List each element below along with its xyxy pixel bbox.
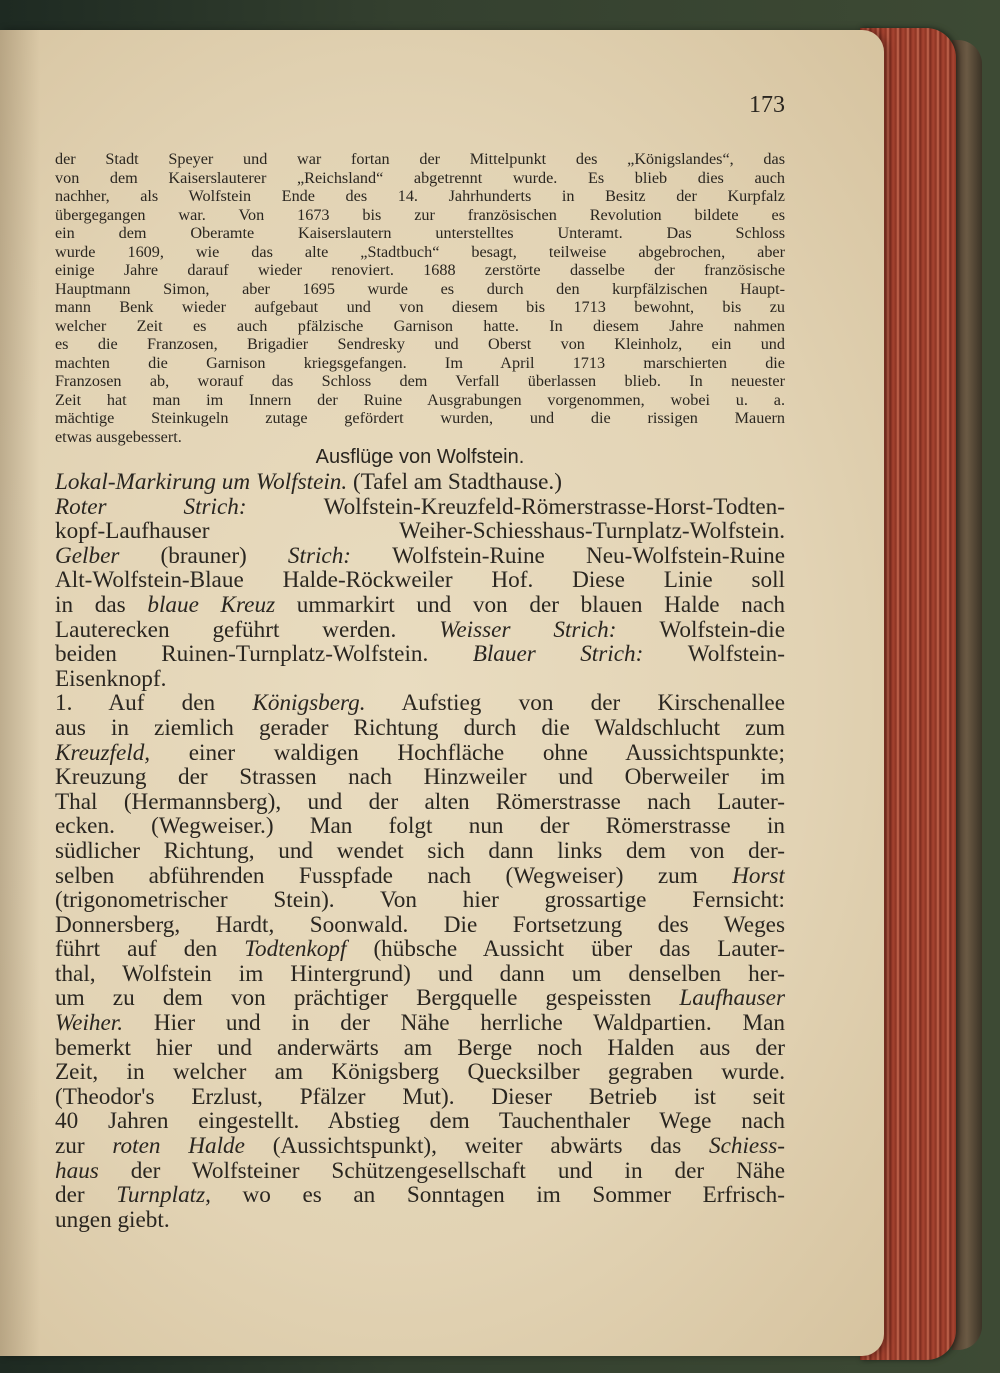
italic-run: Weiher. (55, 1011, 124, 1036)
text-line: mann Benk wieder aufgebaut und von diesem bis 1713 bewohnt, bis zu (55, 298, 785, 316)
italic-run: Horst (732, 863, 785, 889)
italic-run: Turnplatz, (116, 1183, 211, 1208)
italic-run: Blauer Strich: (472, 642, 688, 667)
text-run: beiden Ruinen-Turnplatz-Wolfstein. (55, 642, 473, 667)
text-line: nachher, als Wolfstein Ende des 14. Jahrhunderts in Besitz der Kurpfalz (55, 187, 785, 205)
text-line (55, 986, 785, 1011)
text-line (55, 1109, 785, 1134)
text-run: um zu dem von prächtiger Bergquelle gespeissten (55, 986, 680, 1012)
text-line (55, 1208, 785, 1233)
text-line: es die Franzosen, Brigadier Sendresky und Oberst von Kleinholz, ein und (55, 335, 785, 353)
text-run: Zeit, in welcher am Königsberg Quecksilber gegraben wurde. (55, 1060, 785, 1085)
text-line (55, 937, 785, 962)
text-run: (trigonometrischer Stein). Von hier grossartige Fernsicht: (55, 888, 785, 913)
text-run: kopf-Laufhauser Weiher-Schiesshaus-Turnplatz-Wolfstein. (55, 519, 785, 544)
italic-run: Schiess- (709, 1134, 785, 1159)
text-line (55, 568, 785, 593)
italic-run: roten Halde (112, 1134, 245, 1159)
gutter-shadow (0, 30, 40, 1356)
italic-run: Strich: (287, 543, 393, 569)
text-line (55, 1134, 785, 1159)
text-line (55, 519, 785, 544)
text-line (55, 790, 785, 815)
text-line: Franzosen ab, worauf das Schloss dem Verfall überlassen blieb. In neuester (55, 372, 785, 390)
text-line: etwas ausgebessert. (55, 427, 182, 446)
italic-run: Kreuzfeld, (55, 740, 151, 766)
text-line: übergegangen war. Von 1673 bis zur französischen Revolution bildete es (55, 205, 785, 224)
text-run: Wolfstein- (687, 642, 785, 667)
section-heading: Ausflüge von Wolfstein. (315, 446, 525, 468)
text-run: Thal (Hermannsberg), und der alten Römerstrasse nach Lauter- (55, 789, 785, 815)
text-run: wo es an Sonntagen im Sommer Erfrisch- (210, 1183, 785, 1208)
text-line (55, 962, 785, 987)
history-paragraph (55, 150, 785, 446)
text-line: wurde 1609, wie das alte „Stadtbuch“ besagt, teilweise abgebrochen, aber (55, 242, 785, 261)
text-run: Alt-Wolfstein-Blaue Halde-Röckweiler Hof. Diese Linie soll (55, 568, 785, 593)
text-line (55, 495, 785, 520)
text-line (55, 864, 785, 889)
italic-run: Königsberg. (252, 691, 366, 716)
text-line (55, 1085, 785, 1110)
text-run: Wolfstein-Kreuzfeld-Römerstrasse-Horst-Todten- (323, 494, 785, 520)
text-run: Wolfstein-die (659, 617, 785, 643)
text-run: ecken. (Wegweiser.) Man folgt nun der Römerstrasse in (55, 814, 785, 839)
text-run: der Wolfsteiner Schützengesellschaft und in der Nähe (98, 1158, 785, 1184)
text-line: mächtige Steinkugeln zutage gefördert wurden, und die rissigen Mauern (55, 409, 785, 427)
text-run: Aufstieg von der Kirschenallee (365, 691, 785, 716)
text-run: südlicher Richtung, und wendet sich dann links dem von der- (55, 838, 785, 864)
text-run: zur (55, 1134, 113, 1159)
book-cover-edge (952, 40, 982, 1350)
text-run: Donnersberg, Hardt, Soonwald. Die Fortsetzung des Weges (55, 912, 785, 938)
text-run: ummarkirt und von der blauen Halde nach (275, 592, 785, 618)
text-run: Hier und in der Nähe herrliche Waldpartien. Man (123, 1011, 785, 1036)
text-line (55, 1183, 785, 1208)
text-line: der Stadt Speyer und war fortan der Mittelpunkt des „Königslandes“, das (55, 150, 785, 168)
page-number: 173 (749, 92, 785, 118)
text-run: führt auf den (55, 937, 245, 962)
italic-run: Laufhauser (679, 986, 785, 1012)
text-line (55, 1011, 785, 1036)
text-run: (Theodor's Erzlust, Pfälzer Mut). Dieser Betrieb ist seit (55, 1084, 785, 1110)
text-line (55, 593, 785, 618)
text-run: (hübsche Aussicht über das Lauter- (346, 937, 785, 962)
text-run: bemerkt hier und anderwärts am Berge noch Halden aus der (55, 1035, 785, 1061)
italic-run: Weisser Strich: (439, 617, 660, 643)
text-line (55, 618, 785, 643)
text-line (55, 642, 785, 667)
text-line (55, 741, 785, 766)
text-run: selben abführenden Fusspfade nach (Wegweiser) zum (55, 863, 733, 889)
text-run: 40 Jahren eingestellt. Abstieg dem Tauchenthaler Wege nach (55, 1109, 785, 1135)
text-line (55, 1060, 785, 1085)
text-line (55, 913, 785, 938)
text-run: (Aussichtspunkt), weiter abwärts das (244, 1134, 709, 1159)
excursions-text (55, 470, 785, 1232)
text-run: Lauterecken geführt werden. (55, 617, 440, 643)
italic-run: blaue Kreuz (147, 592, 276, 618)
italic-run: Roter Strich: (55, 494, 324, 520)
text-line (55, 667, 785, 692)
text-run: aus in ziemlich gerader Richtung durch die Waldschlucht zum (55, 715, 785, 741)
text-run: der (55, 1183, 117, 1208)
text-line (55, 544, 785, 569)
italic-run: haus (55, 1158, 99, 1184)
text-run: ungen giebt. (55, 1207, 170, 1233)
text-run: Eisenknopf. (55, 666, 167, 692)
text-line: einige Jahre darauf wieder renoviert. 1688 zerstörte dasselbe der französische (55, 261, 785, 279)
text-line (55, 839, 785, 864)
text-run: Kreuzung der Strassen nach Hinzweiler und Oberweiler im (55, 765, 785, 790)
text-line (55, 765, 785, 790)
text-line (55, 1159, 785, 1184)
text-line: ein dem Oberamte Kaiserslautern unterstelltes Unteramt. Das Schloss (55, 224, 785, 242)
text-run: in das (55, 592, 148, 618)
text-line (55, 1036, 785, 1061)
text-run: 1. Auf den (55, 691, 253, 716)
italic-run: Todtenkopf (244, 937, 347, 962)
text-run: einer waldigen Hochfläche ohne Aussichtspunkte; (150, 740, 785, 766)
text-line: von dem Kaiserslauterer „Reichsland“ abgetrennt wurde. Es blieb dies auch (55, 168, 785, 187)
italic-run: Lokal-Markirung um Wolfstein. (55, 470, 348, 495)
text-line (55, 470, 785, 495)
italic-run: Gelber (55, 543, 120, 569)
text-line (55, 888, 785, 913)
text-line (55, 814, 785, 839)
text-line: machten die Garnison kriegsgefangen. Im April 1713 marschierten die (55, 353, 785, 372)
text-line (55, 716, 785, 741)
text-run: (brauner) (119, 543, 288, 569)
text-run: thal, Wolfstein im Hintergrund) und dann um denselben her- (55, 961, 785, 987)
text-line (55, 691, 785, 716)
text-run: (Tafel am Stadthause.) (347, 470, 562, 495)
text-run: Wolfstein-Ruine Neu-Wolfstein-Ruine (392, 543, 785, 569)
text-line: welcher Zeit es auch pfälzische Garnison hatte. In diesem Jahre nahmen (55, 316, 785, 335)
text-line: Hauptmann Simon, aber 1695 wurde es durch den kurpfälzischen Haupt- (55, 279, 785, 298)
text-line: Zeit hat man im Innern der Ruine Ausgrabungen vorgenommen, wobei u. a. (55, 390, 785, 409)
